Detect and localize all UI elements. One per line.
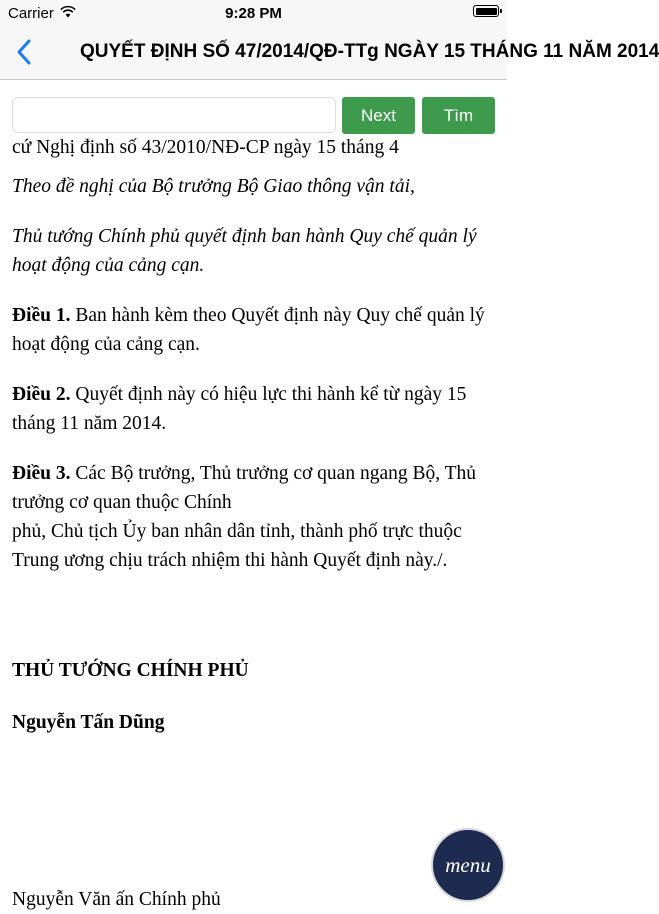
find-button[interactable]: Tìm [422, 97, 495, 134]
cut-off-line [12, 133, 500, 158]
article-1 [12, 301, 500, 359]
article-3-line-2: phủ, Chủ tịch Ủy ban nhân dân tỉnh, thành phố trực thuộc Trung ương chịu trách nhiệm thi hành Quyết định này./. [12, 521, 462, 571]
article-3 [12, 459, 500, 575]
article-1-text: Ban hành kèm theo Quyết định này Quy chế quản lý hoạt động của cảng cạn. [12, 305, 485, 355]
menu-label: menu [445, 852, 491, 877]
document-content [12, 133, 500, 910]
article-3-label: Điều 3. [12, 463, 71, 484]
cut-off-text: cứ Nghị định số 43/2010/NĐ-CP ngày 15 tháng 4 [12, 137, 399, 158]
proposal-paragraph: Theo đề nghị của Bộ trưởng Bộ Giao thông vận tải, [12, 176, 415, 197]
status-time: 9:28 PM [225, 5, 282, 22]
status-right [473, 5, 499, 17]
cut-off-bottom-text: Nguyễn Văn ấn Chính phủ [12, 889, 221, 910]
next-button[interactable]: Next [342, 97, 415, 134]
navigation-bar [0, 28, 659, 80]
carrier-label: Carrier [8, 5, 54, 22]
signer-title: THỦ TƯỚNG CHÍNH PHỦ [12, 660, 249, 681]
article-1-label: Điều 1. [12, 305, 71, 326]
back-button[interactable] [8, 38, 40, 70]
chevron-left-icon [16, 39, 32, 70]
search-input[interactable] [12, 97, 336, 133]
signer-name: Nguyễn Tấn Dũng [12, 712, 165, 733]
article-3-line-1: Các Bộ trưởng, Thủ trưởng cơ quan ngang Bộ, Thủ trưởng cơ quan thuộc Chính [12, 463, 477, 513]
menu-button[interactable] [431, 828, 505, 902]
decision-paragraph: Thủ tướng Chính phủ quyết định ban hành Quy chế quản lý hoạt động của cảng cạn. [12, 226, 477, 276]
article-2 [12, 380, 500, 438]
battery-icon [473, 5, 499, 17]
article-2-label: Điều 2. [12, 384, 71, 405]
article-2-text: Quyết định này có hiệu lực thi hành kể từ ngày 15 tháng 11 năm 2014. [12, 384, 467, 434]
page-title: QUYẾT ĐỊNH SỐ 47/2014/QĐ-TTg NGÀY 15 THÁNG 11 NĂM 2014 [80, 41, 659, 62]
status-bar [0, 0, 507, 28]
